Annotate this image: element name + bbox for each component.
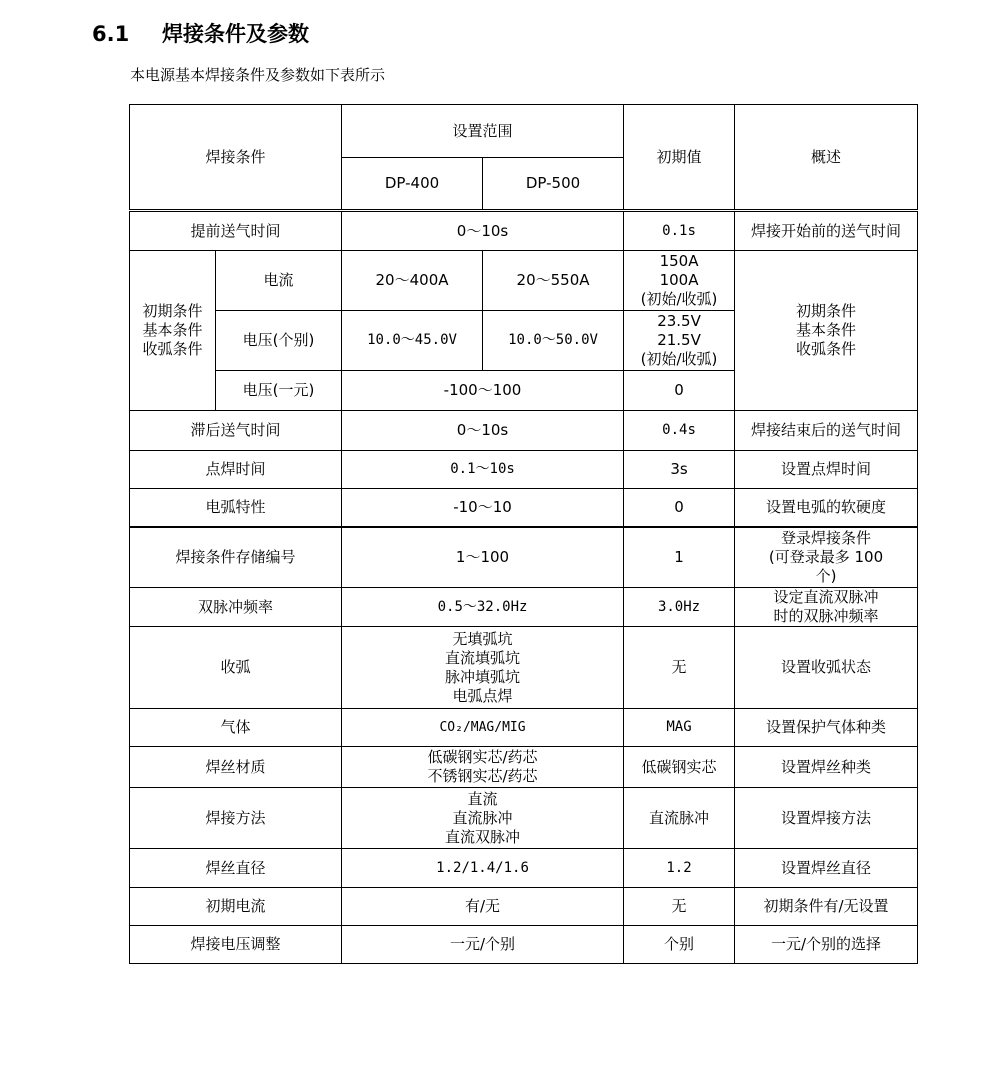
row-desc: 设定直流双脉冲 时的双脉冲频率	[735, 588, 918, 627]
row-range: -10～10	[342, 489, 624, 527]
header-desc: 概述	[735, 105, 918, 211]
row-range: 1～100	[342, 527, 624, 588]
table-row	[130, 211, 918, 251]
header-range: 设置范围	[342, 105, 624, 158]
row-initial: 无	[624, 627, 735, 709]
row-desc: 设置焊丝种类	[735, 747, 918, 788]
row-name: 焊接方法	[130, 788, 342, 849]
group-label: 初期条件 基本条件 收弧条件	[130, 251, 216, 411]
table-row	[130, 926, 918, 964]
row-initial: 无	[624, 888, 735, 926]
row-initial: 0.4s	[624, 411, 735, 451]
row-desc: 设置保护气体种类	[735, 709, 918, 747]
table-row	[130, 489, 918, 527]
table-row	[130, 788, 918, 849]
sub-name: 电流	[216, 251, 342, 311]
row-name: 电弧特性	[130, 489, 342, 527]
row-desc: 设置焊接方法	[735, 788, 918, 849]
row-initial: 0	[624, 489, 735, 527]
row-initial: 1.2	[624, 849, 735, 888]
row-desc: 焊接结束后的送气时间	[735, 411, 918, 451]
row-name: 焊接电压调整	[130, 926, 342, 964]
row-initial: 直流脉冲	[624, 788, 735, 849]
table-row	[130, 709, 918, 747]
row-initial: MAG	[624, 709, 735, 747]
table-row	[130, 251, 918, 311]
row-desc: 设置焊丝直径	[735, 849, 918, 888]
header-dp500: DP-500	[483, 158, 624, 211]
row-range: CO₂/MAG/MIG	[342, 709, 624, 747]
table-row	[130, 588, 918, 627]
row-range: 无填弧坑 直流填弧坑 脉冲填弧坑 电弧点焊	[342, 627, 624, 709]
row-initial: 3s	[624, 451, 735, 489]
table-row	[130, 627, 918, 709]
row-range: 0.5～32.0Hz	[342, 588, 624, 627]
sub-initial: 150A 100A (初始/收弧)	[624, 251, 735, 311]
header-dp400: DP-400	[342, 158, 483, 211]
row-initial: 低碳钢实芯	[624, 747, 735, 788]
sub-dp500: 10.0～50.0V	[483, 311, 624, 371]
table-row	[130, 411, 918, 451]
row-desc: 焊接开始前的送气时间	[735, 211, 918, 251]
header-initial: 初期值	[624, 105, 735, 211]
row-desc: 设置点焊时间	[735, 451, 918, 489]
row-name: 初期电流	[130, 888, 342, 926]
table-row	[130, 527, 918, 588]
table-row	[130, 888, 918, 926]
group-desc: 初期条件 基本条件 收弧条件	[735, 251, 918, 411]
row-range: 低碳钢实芯/药芯 不锈钢实芯/药芯	[342, 747, 624, 788]
section-heading	[92, 18, 309, 48]
row-desc: 设置收弧状态	[735, 627, 918, 709]
row-name: 双脉冲频率	[130, 588, 342, 627]
sub-initial: 23.5V 21.5V (初始/收弧)	[624, 311, 735, 371]
row-desc: 设置电弧的软硬度	[735, 489, 918, 527]
sub-name: 电压(一元)	[216, 371, 342, 411]
parameters-table	[129, 104, 918, 964]
row-name: 收弧	[130, 627, 342, 709]
row-desc: 初期条件有/无设置	[735, 888, 918, 926]
row-initial: 3.0Hz	[624, 588, 735, 627]
row-initial: 个别	[624, 926, 735, 964]
row-name: 滞后送气时间	[130, 411, 342, 451]
row-name: 点焊时间	[130, 451, 342, 489]
section-title: 焊接条件及参数	[162, 22, 309, 46]
sub-initial: 0	[624, 371, 735, 411]
sub-dp500: 20～550A	[483, 251, 624, 311]
row-initial: 1	[624, 527, 735, 588]
row-name: 焊接条件存储编号	[130, 527, 342, 588]
row-initial: 0.1s	[624, 211, 735, 251]
sub-dp400: 20～400A	[342, 251, 483, 311]
sub-name: 电压(个别)	[216, 311, 342, 371]
intro-text: 本电源基本焊接条件及参数如下表所示	[130, 66, 386, 84]
row-range: 0.1～10s	[342, 451, 624, 489]
header-condition: 焊接条件	[130, 105, 342, 211]
row-name: 气体	[130, 709, 342, 747]
sub-range: -100～100	[342, 371, 624, 411]
row-desc: 一元/个别的选择	[735, 926, 918, 964]
row-range: 0～10s	[342, 211, 624, 251]
row-range: 直流 直流脉冲 直流双脉冲	[342, 788, 624, 849]
row-name: 提前送气时间	[130, 211, 342, 251]
row-range: 一元/个别	[342, 926, 624, 964]
row-name: 焊丝材质	[130, 747, 342, 788]
table-row	[130, 747, 918, 788]
row-range: 1.2/1.4/1.6	[342, 849, 624, 888]
row-range: 0～10s	[342, 411, 624, 451]
row-range: 有/无	[342, 888, 624, 926]
row-name: 焊丝直径	[130, 849, 342, 888]
table-row	[130, 451, 918, 489]
row-desc: 登录焊接条件 (可登录最多 100 个)	[735, 527, 918, 588]
sub-dp400: 10.0～45.0V	[342, 311, 483, 371]
table-row	[130, 849, 918, 888]
section-number: 6.1	[92, 22, 130, 46]
